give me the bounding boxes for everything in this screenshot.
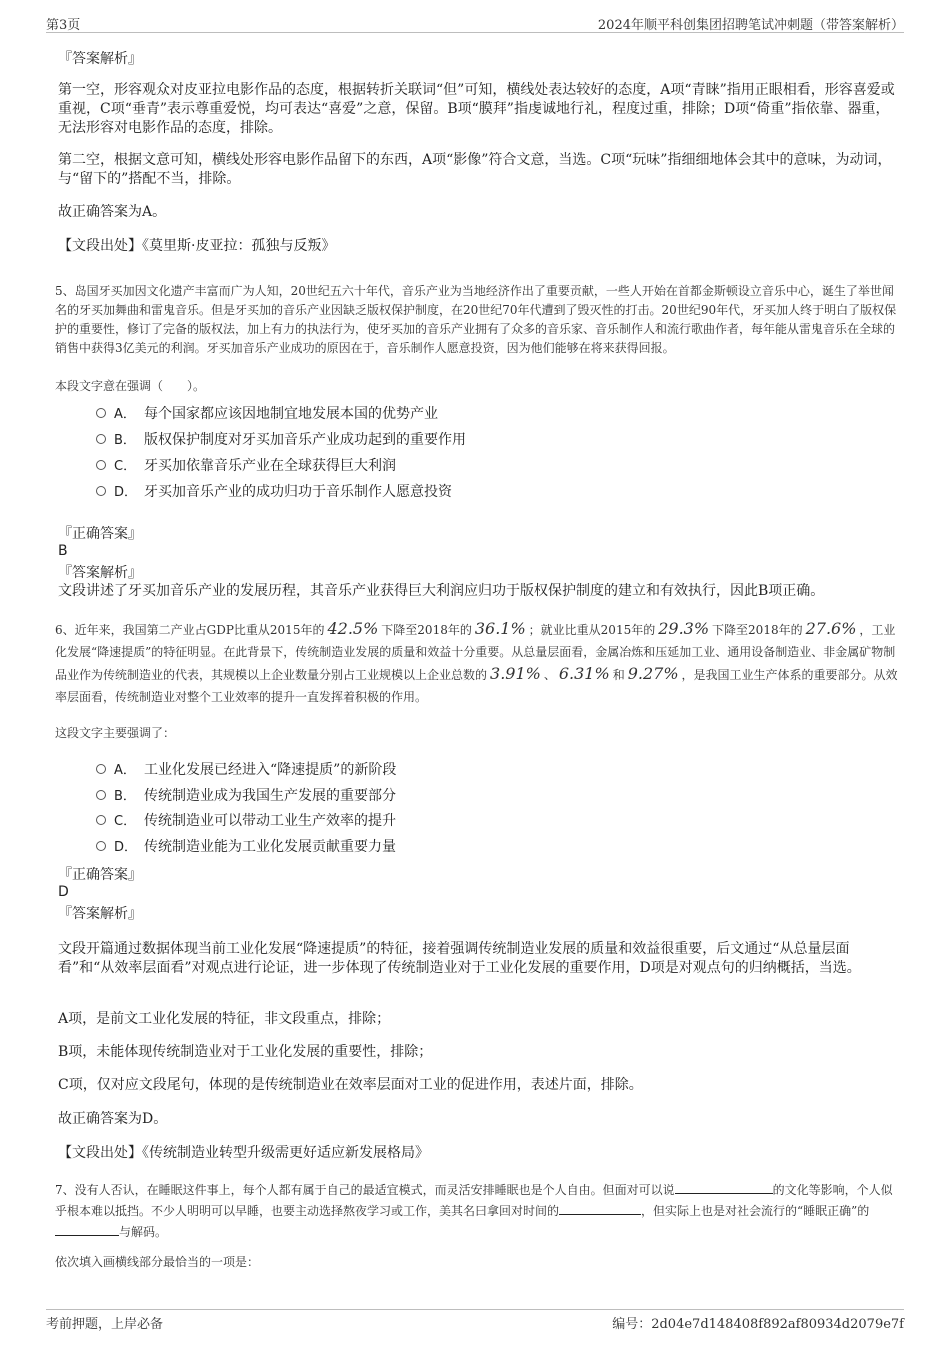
q5-analysis-label: 『答案解析』 (58, 565, 142, 581)
q6-analysis-para3: B项，未能体现传统制造业对于工业化发展的重要性，排除； (58, 1044, 433, 1060)
q6-answer-label: 『正确答案』 (58, 867, 142, 883)
q5-option-d[interactable]: D． 牙买加音乐产业的成功归功于音乐制作人愿意投资 (96, 481, 452, 503)
page-header (46, 14, 904, 32)
q4-analysis-label: 『答案解析』 (58, 51, 142, 67)
q6-option-a[interactable]: A． 工业化发展已经进入“降速提质”的新阶段 (96, 759, 396, 781)
math-value: 29.3% (658, 619, 710, 638)
page-footer (46, 1313, 904, 1331)
footer-serial: 编号：2d04e7d148408f892af80934d2079e7f (612, 1317, 904, 1332)
q6-prompt: 这段文字主要强调了： (55, 726, 176, 740)
math-value: 9.27% (627, 664, 679, 683)
q6-source: 【文段出处】《传统制造业转型升级需更好适应新发展格局》 (58, 1145, 429, 1161)
q4-analysis-para1: 第一空，形容观众对皮亚拉电影作品的态度，根据转折关联词“但”可知，横线处表达较好的态度，A项“青睐”指用正眼相看，形容喜爱或重视，C项“垂青”表示尊重爱悦，均可表达“喜爱”之意，保留。B项“膜拜”指虔诚地行礼，程度过重，排除；D项“倚重”指依靠、器重，无法形容对电影作品的态度，排除。 (58, 82, 895, 136)
q5-option-a[interactable]: A． 每个国家都应该因地制宜地发展本国的优势产业 (96, 403, 438, 425)
q5-answer: B (58, 543, 68, 559)
radio-icon[interactable] (96, 460, 106, 470)
fill-blank-1[interactable] (675, 1180, 773, 1194)
q5-prompt: 本段文字意在强调（ ）。 (55, 379, 206, 393)
page-number: 第3页 (46, 18, 81, 33)
q4-analysis-para2: 第二空，根据文意可知，横线处形容电影作品留下的东西，A项“影像”符合文意，当选。C项“玩味”指细细地体会其中的意味，为动词，与“留下的”搭配不当，排除。 (58, 152, 892, 187)
q4-conclusion: 故正确答案为A。 (58, 204, 167, 220)
radio-icon[interactable] (96, 841, 106, 851)
math-value: 36.1% (474, 619, 526, 638)
math-value: 42.5% (327, 619, 379, 638)
q6-conclusion: 故正确答案为D。 (58, 1111, 168, 1127)
q6-analysis-label: 『答案解析』 (58, 906, 142, 922)
math-value: 27.6% (805, 619, 857, 638)
radio-icon[interactable] (96, 434, 106, 444)
radio-icon[interactable] (96, 486, 106, 496)
q6-analysis-para1: 文段开篇通过数据体现当前工业化发展“降速提质”的特征，接着强调传统制造业发展的质量和效益很重要，后文通过“从总量层面看”和“从效率层面看”对观点进行论证，进一步体现了传统制造业对于工业化发展的重要作用，D项是对观点句的归纳概括，当选。 (58, 941, 861, 976)
q6-option-b[interactable]: B． 传统制造业成为我国生产发展的重要部分 (96, 785, 396, 807)
radio-icon[interactable] (96, 815, 106, 825)
q6-analysis-para2: A项，是前文工业化发展的特征，非文段重点，排除； (58, 1011, 391, 1027)
footer-divider (46, 1309, 904, 1310)
q5-option-b[interactable]: B． 版权保护制度对牙买加音乐产业成功起到的重要作用 (96, 429, 466, 451)
q6-option-d[interactable]: D． 传统制造业能为工业化发展贡献重要力量 (96, 836, 396, 858)
radio-icon[interactable] (96, 408, 106, 418)
fill-blank-3[interactable] (55, 1222, 119, 1236)
q5-analysis: 文段讲述了牙买加音乐产业的发展历程，其音乐产业获得巨大利润应归功于版权保护制度的建立和有效执行，因此B项正确。 (58, 583, 825, 599)
document-title: 2024年顺平科创集团招聘笔试冲刺题（带答案解析） (597, 18, 904, 33)
q6-option-c[interactable]: C． 传统制造业可以带动工业生产效率的提升 (96, 810, 396, 832)
radio-icon[interactable] (96, 764, 106, 774)
q6-analysis-para4: C项，仅对应文段尾句，体现的是传统制造业在效率层面对工业的促进作用，表述片面，排除。 (58, 1077, 643, 1093)
footer-slogan: 考前押题，上岸必备 (46, 1317, 164, 1332)
q6-answer: D (58, 884, 69, 900)
q7-stem: 7、没有人否认，在睡眠这件事上，每个人都有属于自己的最适宜模式，而灵活安排睡眠也是个人自由。但面对可以说 的文化等影响，个人似乎根本难以抵挡。不少人明明可以早睡，也要主动选择熬夜学习或工作，美其名曰拿回对时间的 ，但实际上也是对社会流行的“睡眠正确”的与解码。 (55, 1180, 900, 1243)
fill-blank-2[interactable] (559, 1201, 641, 1215)
q7-prompt: 依次填入画横线部分最恰当的一项是： (55, 1255, 260, 1269)
radio-icon[interactable] (96, 790, 106, 800)
math-value: 3.91% (490, 664, 541, 683)
q5-stem: 5、岛国牙买加因文化遗产丰富而广为人知，20世纪五六十年代，音乐产业为当地经济作出了重要贡献，一些人开始在首都金斯顿设立音乐中心，诞生了举世闻名的牙买加舞曲和雷鬼音乐。但是牙买加的音乐产业因缺乏版权保护制度，在20世纪70年代遭到了毁灭性的打击。20世纪90年代，牙买加人终于明白了版权保护的重要性，修订了完备的版权法，加上有力的执法行为，使牙买加的音乐产业拥有了众多的音乐家、音乐制作人和流行歌曲作者，每年能从雷鬼音乐在全球的销售中获得3亿美元的利润。牙买加音乐产业成功的原因在于，音乐制作人愿意投资，因为他们能够在将来获得回报。 (55, 284, 897, 355)
q6-stem: 6、近年来，我国第二产业占GDP比重从2015年的 42.5% 下降至2018年的 36.1% ；就业比重从2015年的 29.3% 下降至2018年的 27.6% ，工业化发展“降速提质”的特征明显。在此背景下，传统制造业发展的质量和效益十分重要。从总量层面看，金属冶炼和压延加工业、通用设备制造业、非金属矿物制品业作为传统制造业的代表，其规模以上企业数量分别占工业规模以上企业总数的 3.91% 、 6.31% 和 9.27% ，是我国工业生产体系的重要部分。从效率层面看，传统制造业对整个工业效率的提升一直发挥着积极的作用。 (55, 619, 898, 704)
header-divider (46, 32, 904, 33)
math-value: 6.31% (558, 664, 610, 683)
q5-answer-label: 『正确答案』 (58, 526, 142, 542)
q5-option-c[interactable]: C． 牙买加依靠音乐产业在全球获得巨大利润 (96, 455, 396, 477)
q4-source: 【文段出处】《莫里斯·皮亚拉：孤独与反叛》 (58, 238, 336, 254)
